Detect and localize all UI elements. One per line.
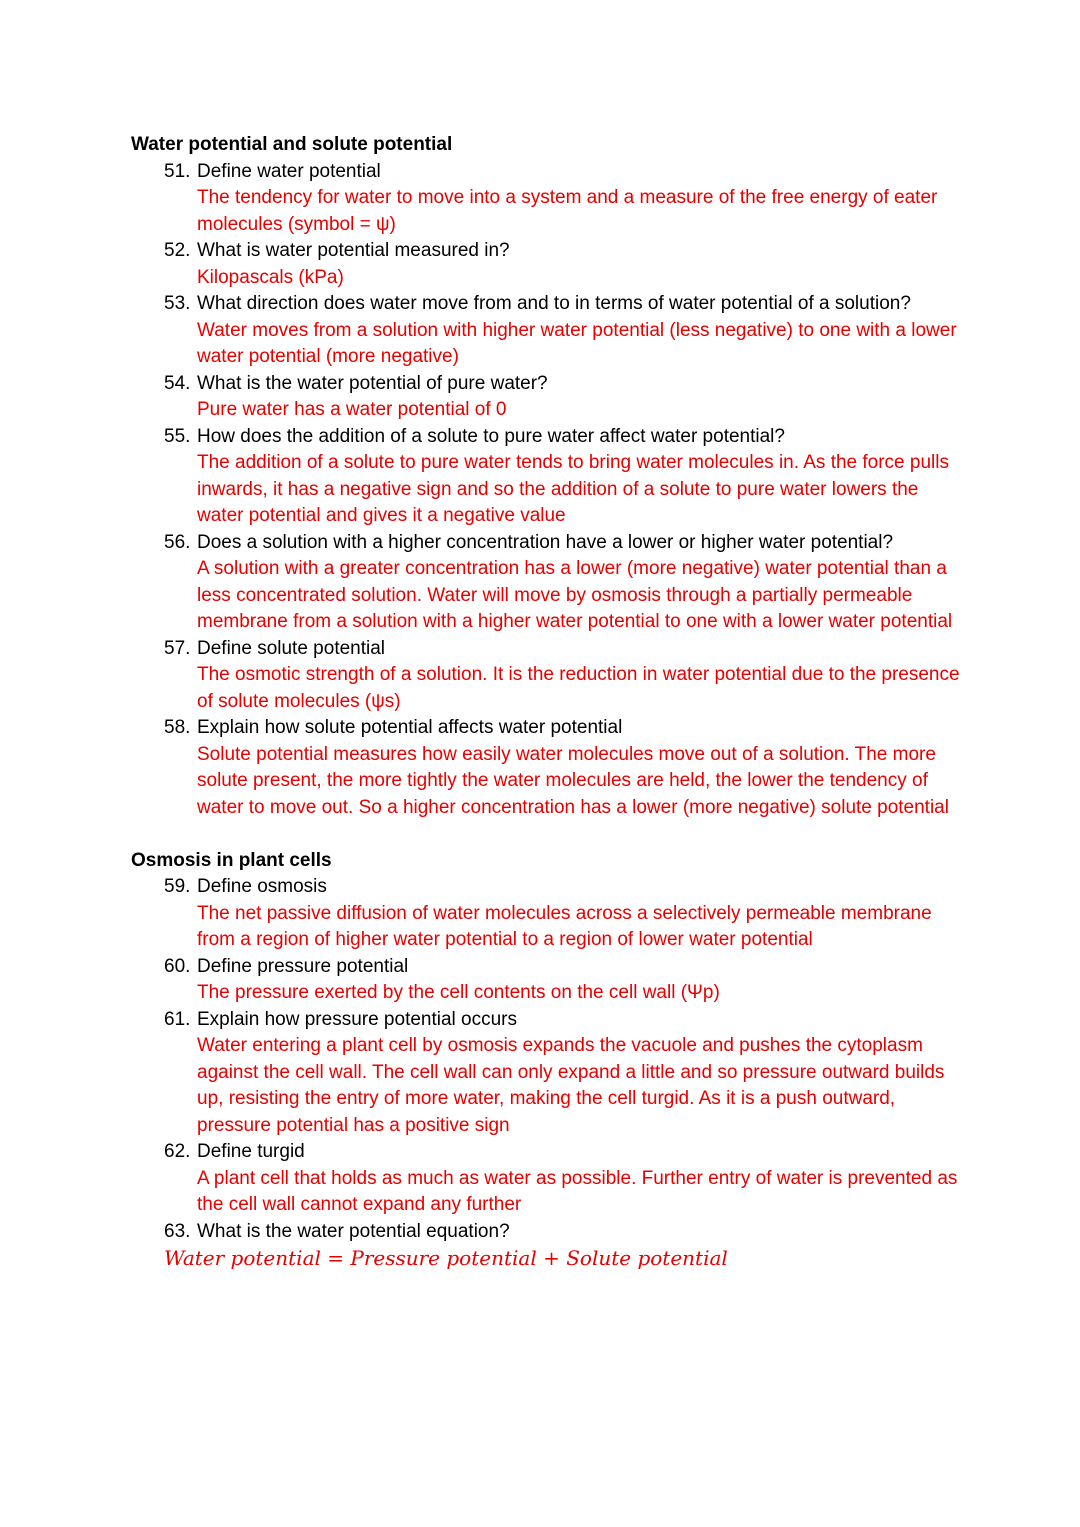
- question-text: Define solute potential: [197, 637, 386, 659]
- question-item-63: [131, 1219, 961, 1246]
- section-osmosis: [131, 848, 961, 1272]
- question-text: Define water potential: [197, 160, 381, 182]
- answer-text: The addition of a solute to pure water tends to bring water molecules in. As the force pulls inwards, it has a negative sign and so the addition of a solute to pure water lowers the water potential and gives it a negative value: [197, 452, 949, 526]
- question-number: 59.: [164, 876, 191, 897]
- question-number: 56.: [164, 531, 191, 553]
- question-text: What is the water potential equation?: [197, 1220, 510, 1242]
- question-item-59: [131, 874, 961, 954]
- question-number: 63.: [164, 1220, 191, 1242]
- answer-text: Kilopascals (kPa): [197, 266, 344, 288]
- question-number: 55.: [164, 425, 191, 447]
- question-item-57: [131, 636, 961, 716]
- question-text: Explain how solute potential affects water potential: [197, 717, 623, 738]
- question-item-61: [131, 1007, 961, 1140]
- question-text: Define pressure potential: [197, 955, 409, 977]
- answer-text: A solution with a greater concentration has a lower (more negative) water potential than a less concentrated solution. Water will move by osmosis through a partially permeable membrane from a solution with a higher water potential to one with a lower water potential: [197, 558, 953, 632]
- section-spacer: [131, 821, 961, 848]
- question-item-62: [131, 1139, 961, 1219]
- answer-text: A plant cell that holds as much as water as possible. Further entry of water is prevented as the cell wall cannot expand any further: [197, 1167, 958, 1215]
- section-heading: Osmosis in plant cells: [131, 849, 332, 871]
- question-number: 61.: [164, 1008, 191, 1030]
- question-item-51: [131, 159, 961, 239]
- answer-text: Solute potential measures how easily water molecules move out of a solution. The more solute present, the more tightly the water molecules are held, the lower the tendency of water to move out. So a higher concentration has a lower (more negative) solute potential: [197, 743, 949, 818]
- answer-text: The pressure exerted by the cell contents on the cell wall (Ψp): [197, 982, 720, 1003]
- question-text: Define osmosis: [197, 876, 327, 897]
- water-potential-equation: Water potential = Pressure potential + Solute potential: [164, 1246, 728, 1270]
- answer-text: The osmotic strength of a solution. It is the reduction in water potential due to the presence of solute molecules (ψs): [197, 664, 960, 712]
- question-text: What direction does water move from and to in terms of water potential of a solution?: [197, 293, 911, 314]
- answer-text: Pure water has a water potential of 0: [197, 399, 507, 420]
- document-content: [131, 132, 961, 1272]
- question-text: Explain how pressure potential occurs: [197, 1008, 518, 1030]
- question-number: 57.: [164, 637, 191, 659]
- question-text: Does a solution with a higher concentration have a lower or higher water potential?: [197, 531, 894, 553]
- answer-text: The net passive diffusion of water molecules across a selectively permeable membrane from a region of higher water potential to a region of lower water potential: [197, 902, 932, 950]
- question-number: 58.: [164, 717, 191, 738]
- answer-text: The tendency for water to move into a system and a measure of the free energy of eater molecules (symbol = ψ): [197, 187, 938, 235]
- question-item-58: [131, 715, 961, 821]
- answer-text: Water moves from a solution with higher water potential (less negative) to one with a lower water potential (more negative): [197, 319, 957, 367]
- section-water-potential: [131, 132, 961, 821]
- question-number: 51.: [164, 160, 191, 182]
- question-item-55: [131, 424, 961, 530]
- question-number: 53.: [164, 293, 191, 314]
- question-text: Define turgid: [197, 1141, 305, 1162]
- question-item-52: [131, 238, 961, 291]
- section-heading: Water potential and solute potential: [131, 134, 453, 155]
- question-number: 54.: [164, 372, 191, 394]
- question-item-60: [131, 954, 961, 1007]
- question-item-56: [131, 530, 961, 636]
- answer-text: Water entering a plant cell by osmosis expands the vacuole and pushes the cytoplasm against the cell wall. The cell wall can only expand a little and so pressure outward builds up, resisting the entry of more water, making the cell turgid. As it is a push outward, pressure potential has a positive sign: [197, 1035, 945, 1136]
- question-item-53: [131, 291, 961, 371]
- question-number: 60.: [164, 955, 191, 977]
- question-number: 62.: [164, 1141, 191, 1162]
- question-text: What is the water potential of pure water?: [197, 372, 548, 394]
- question-item-54: [131, 371, 961, 424]
- question-number: 52.: [164, 240, 191, 261]
- question-text: What is water potential measured in?: [197, 240, 510, 261]
- question-text: How does the addition of a solute to pure water affect water potential?: [197, 425, 785, 447]
